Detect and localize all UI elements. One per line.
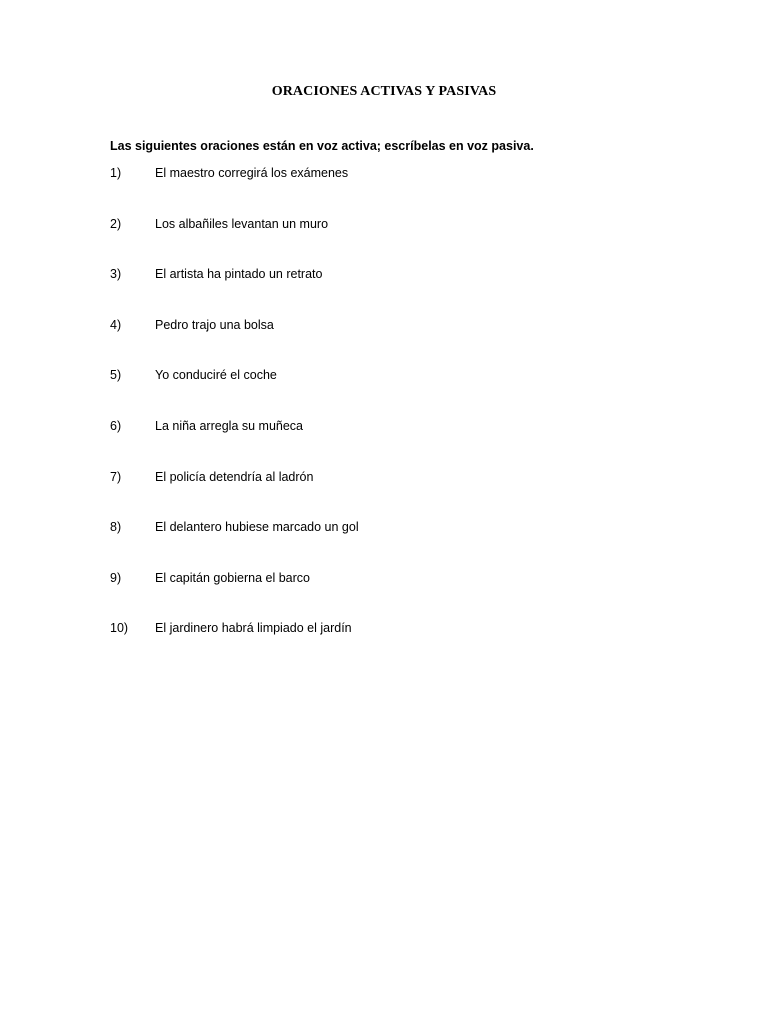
document-title: ORACIONES ACTIVAS Y PASIVAS bbox=[271, 84, 497, 99]
item-number: 8) bbox=[110, 520, 122, 535]
instructions-text: Las siguientes oraciones están en voz activa; escríbelas en voz pasiva. bbox=[110, 139, 534, 153]
item-text: Pedro trajo una bolsa bbox=[155, 317, 274, 332]
item-number: 1) bbox=[110, 166, 122, 180]
item-number: 6) bbox=[110, 418, 122, 433]
item-text: El jardinero habrá limpiado el jardín bbox=[155, 621, 352, 636]
item-text: La niña arregla su muñeca bbox=[155, 418, 304, 433]
item-text: Los albañiles levantan un muro bbox=[155, 216, 329, 231]
item-text: Yo conduciré el coche bbox=[155, 368, 277, 383]
item-text: El delantero hubiese marcado un gol bbox=[155, 520, 359, 535]
item-number: 2) bbox=[110, 216, 122, 231]
item-number: 10) bbox=[110, 621, 129, 636]
item-number: 4) bbox=[110, 317, 122, 332]
item-number: 3) bbox=[110, 267, 122, 282]
item-text: El capitán gobierna el barco bbox=[155, 570, 310, 585]
item-text: El artista ha pintado un retrato bbox=[155, 267, 323, 282]
item-number: 9) bbox=[110, 570, 122, 585]
item-text: El policía detendría al ladrón bbox=[155, 469, 314, 484]
item-number: 7) bbox=[110, 469, 122, 484]
item-number: 5) bbox=[110, 368, 122, 383]
item-text: El maestro corregirá los exámenes bbox=[155, 166, 349, 180]
